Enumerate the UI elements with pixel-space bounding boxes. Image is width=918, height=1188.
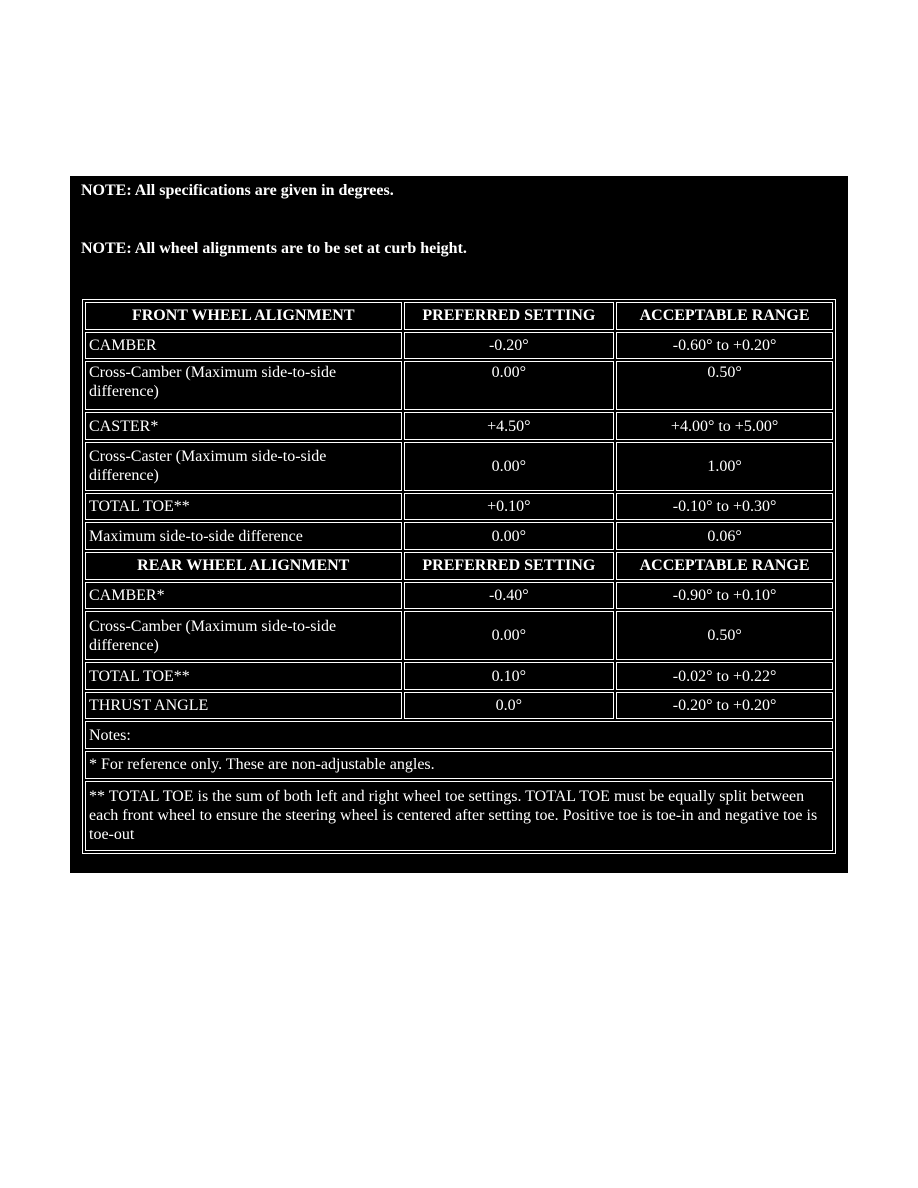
preferred-value: -0.40° [404,582,615,610]
spec-item: CAMBER [85,332,402,360]
range-value: -0.90° to +0.10° [616,582,833,610]
preferred-value: +0.10° [404,493,615,521]
range-value: -0.02° to +0.22° [616,662,833,690]
table-row [85,582,833,610]
preferred-value: 0.10° [404,662,615,690]
front-header-row [85,302,833,330]
spec-item: Cross-Caster (Maximum side-to-side difference) [85,442,402,491]
preferred-value: -0.20° [404,332,615,360]
table-row [85,522,833,550]
range-value: -0.20° to +0.20° [616,692,833,720]
preferred-value: 0.00° [404,522,615,550]
spec-item: TOTAL TOE** [85,493,402,521]
rear-header-row [85,552,833,580]
table-row [85,442,833,491]
table-row [85,361,833,410]
table-row [85,611,833,660]
curb-height-note: NOTE: All wheel alignments are to be set at curb height. [81,240,467,257]
spec-item: TOTAL TOE** [85,662,402,690]
wheel-alignment-table [82,299,836,854]
front-header-range: ACCEPTABLE RANGE [616,302,833,330]
single-star-footnote: * For reference only. These are non-adjustable angles. [85,751,833,779]
specifications-panel [70,176,848,873]
footnote-row [85,781,833,851]
table-row [85,493,833,521]
notes-title-row [85,721,833,749]
rear-header-item: REAR WHEEL ALIGNMENT [85,552,402,580]
double-star-footnote: ** TOTAL TOE is the sum of both left and right wheel toe settings. TOTAL TOE must be equally split between each front wheel to ensure the steering wheel is centered after setting toe. Positive toe is toe-in and negative toe is toe-out [85,781,833,851]
range-value: 0.50° [616,361,833,410]
spec-item: Maximum side-to-side difference [85,522,402,550]
spec-item: THRUST ANGLE [85,692,402,720]
range-value: 0.50° [616,611,833,660]
range-value: -0.60° to +0.20° [616,332,833,360]
rear-header-preferred: PREFERRED SETTING [404,552,615,580]
front-header-item: FRONT WHEEL ALIGNMENT [85,302,402,330]
table-row [85,662,833,690]
preferred-value: 0.0° [404,692,615,720]
spec-item: CASTER* [85,412,402,440]
rear-header-range: ACCEPTABLE RANGE [616,552,833,580]
preferred-value: 0.00° [404,442,615,491]
preferred-value: 0.00° [404,611,615,660]
front-header-preferred: PREFERRED SETTING [404,302,615,330]
spec-item: CAMBER* [85,582,402,610]
table-row [85,692,833,720]
units-note: NOTE: All specifications are given in degrees. [81,182,394,199]
preferred-value: +4.50° [404,412,615,440]
range-value: -0.10° to +0.30° [616,493,833,521]
range-value: +4.00° to +5.00° [616,412,833,440]
footnote-row [85,751,833,779]
spec-item: Cross-Camber (Maximum side-to-side difference) [85,611,402,660]
range-value: 1.00° [616,442,833,491]
notes-title: Notes: [85,721,833,749]
spec-item: Cross-Camber (Maximum side-to-side difference) [85,361,402,410]
preferred-value: 0.00° [404,361,615,410]
range-value: 0.06° [616,522,833,550]
table-row [85,412,833,440]
table-row [85,332,833,360]
